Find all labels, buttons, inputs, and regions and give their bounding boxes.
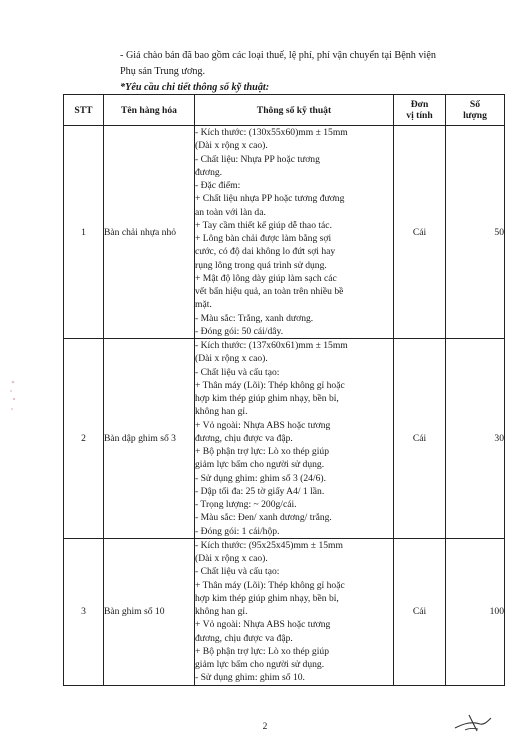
table-header-row: [64, 95, 505, 126]
spec-line: (Dài x rộng x cao).: [195, 553, 268, 564]
spec-line: vết bẩn hiệu quả, an toàn trên nhiều bề: [195, 286, 344, 297]
spec-line: + Mật độ lông dày giúp làm sạch các: [195, 272, 337, 284]
spec-line: - Màu sắc: Đen/ xanh dương/ trắng.: [195, 512, 332, 524]
spec-line: + Lông bàn chải được làm bằng sợi: [195, 233, 332, 244]
spec-line: - Chất liệu: Nhựa PP hoặc tương: [195, 153, 320, 165]
spec-line: giảm lực bấm cho người sử dụng.: [195, 659, 325, 670]
price-note-line-1: - Giá chào bán đã bao gồm các loại thuế, lệ phí, phí vận chuyển tại Bệnh viện: [120, 50, 436, 61]
spec-line: + Thân máy (Lõi): Thép không gỉ hoặc: [195, 579, 345, 591]
spec-line: + Vỏ ngoài: Nhựa ABS hoặc tương: [195, 419, 331, 431]
row-qty: 30: [446, 339, 505, 539]
row-unit: Cái: [394, 339, 446, 539]
spec-line: + Tay cầm thiết kế giúp dễ thao tác.: [195, 219, 332, 231]
spec-line: - Màu sắc: Trắng, xanh dương.: [195, 312, 314, 324]
spec-line: - Kích thước: (130x55x60)mm ± 15mm: [195, 127, 348, 138]
spec-line: - Đóng gói: 50 cái/dây.: [195, 325, 284, 337]
spec-line: hợp kim thép giúp ghim nhạy, bền bỉ,: [195, 592, 339, 604]
spec-line: đương.: [195, 166, 223, 178]
spec-table: [63, 94, 505, 686]
spec-line: không han gỉ.: [195, 606, 248, 617]
row-qty: 100: [446, 538, 505, 685]
table-row: [64, 126, 505, 339]
row-spec: [195, 339, 394, 539]
row-stt: 2: [64, 339, 104, 539]
table-body: [64, 126, 505, 686]
spec-line: + Bộ phận trợ lực: Lò xo thép giúp: [195, 645, 329, 657]
header-unit: [394, 95, 446, 126]
spec-line: (Dài x rộng x cao).: [195, 140, 268, 152]
page-number: 2: [262, 722, 268, 732]
row-item-name: Bàn ghim số 10: [104, 538, 195, 685]
intro-section: [120, 48, 500, 96]
spec-line: cước, có độ dai không lo đứt sợi hay: [195, 246, 336, 258]
header-qty-line-1: Số: [469, 99, 481, 110]
row-stt: 3: [64, 538, 104, 685]
header-unit-line-2: vị tính: [406, 110, 433, 121]
spec-line: - Đặc điểm:: [195, 180, 241, 191]
spec-line: - Sử dụng ghim: ghim số 10.: [195, 672, 305, 684]
spec-line: - Kích thước: (137x60x61)mm ± 15mm: [195, 340, 348, 351]
spec-line: - Đóng gói: 1 cái/hộp.: [195, 525, 280, 537]
row-unit: Cái: [394, 538, 446, 685]
spec-line: - Trọng lượng: ~ 200g/cái.: [195, 499, 297, 510]
row-unit: Cái: [394, 126, 446, 339]
row-spec: [195, 126, 394, 339]
spec-line: + Vỏ ngoài: Nhựa ABS hoặc tương: [195, 619, 331, 631]
header-spec: Thông số kỹ thuật: [195, 95, 394, 126]
row-qty: 50: [446, 126, 505, 339]
spec-line: - Chất liệu và cấu tạo:: [195, 566, 280, 578]
spec-line: - Sử dụng ghim: ghim số 3 (24/6).: [195, 472, 326, 484]
spec-line: rụng lông trong quá trình sử dụng.: [195, 259, 327, 271]
row-stt: 1: [64, 126, 104, 339]
spec-line: an toàn với làn da.: [195, 206, 266, 218]
table-row: [64, 339, 505, 539]
spec-line: + Bộ phận trợ lực: Lò xo thép giúp: [195, 446, 329, 457]
spec-line: - Kích thước: (95x25x45)mm ± 15mm: [195, 539, 343, 551]
spec-line: (Dài x rộng x cao).: [195, 353, 268, 365]
spec-line: không han gỉ.: [195, 406, 248, 418]
header-qty-line-2: lượng: [463, 110, 487, 121]
spec-line: đương, chịu được va đập.: [195, 432, 293, 444]
spec-line: + Thân máy (Lõi): Thép không gỉ hoặc: [195, 379, 345, 391]
row-item-name: Bàn dập ghim số 3: [104, 339, 195, 539]
row-spec: [195, 538, 394, 685]
spec-line: - Dập tối đa: 25 tờ giấy A4/ 1 lần.: [195, 485, 325, 497]
spec-line: - Chất liệu và cấu tạo:: [195, 366, 280, 378]
row-item-name: Bàn chải nhựa nhỏ: [104, 126, 195, 339]
faint-stamp-mark: [6, 376, 20, 416]
spec-line: hợp kim thép giúp ghim nhạy, bền bỉ,: [195, 393, 339, 404]
spec-line: giảm lực bấm cho người sử dụng.: [195, 459, 325, 471]
spec-line: đương, chịu được va đập.: [195, 632, 293, 644]
header-name: Tên hàng hóa: [104, 95, 195, 126]
requirement-heading: *Yêu cầu chi tiết thông số kỹ thuật:: [120, 82, 270, 93]
spec-line: mặt.: [195, 299, 212, 311]
header-qty: [446, 95, 505, 126]
price-note-line-2: Phụ sản Trung ương.: [120, 66, 206, 77]
header-unit-line-1: Đơn: [410, 99, 429, 110]
spec-line: + Chất liệu nhựa PP hoặc tương đương: [195, 193, 345, 205]
header-stt: STT: [64, 95, 104, 126]
table-row: [64, 538, 505, 685]
